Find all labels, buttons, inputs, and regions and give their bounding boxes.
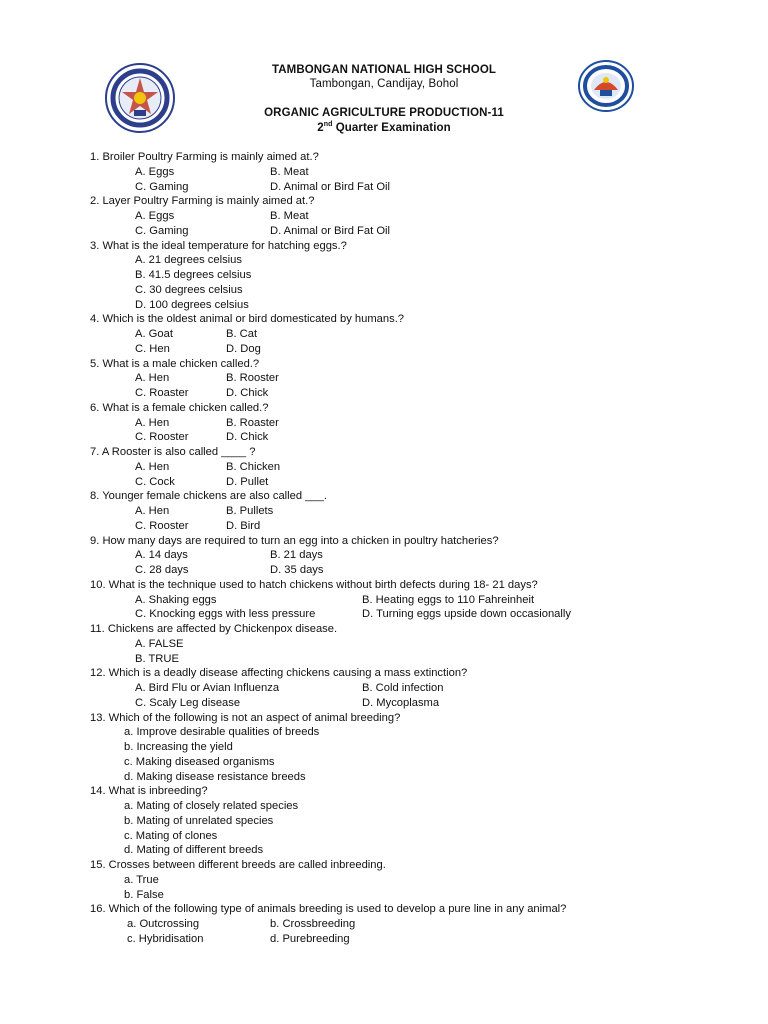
option-row <box>90 386 750 401</box>
answer-option: d. Making disease resistance breeds <box>124 770 306 783</box>
option-row <box>90 873 750 888</box>
option-row <box>90 475 750 490</box>
question-label: 5. What is a male chicken called.? <box>90 357 260 370</box>
answer-option: A. Eggs <box>135 165 175 178</box>
question-label: 7. A Rooster is also called ____ ? <box>90 446 256 458</box>
answer-option: C. Hen <box>135 342 170 355</box>
question-label: 15. Crosses between different breeds are called inbreeding. <box>90 859 386 871</box>
option-row <box>90 209 750 224</box>
exam-number: 2 <box>317 122 324 134</box>
answer-option: a. Improve desirable qualities of breeds <box>124 726 320 739</box>
option-row <box>90 888 750 903</box>
answer-option: B. 21 days <box>270 549 323 562</box>
question-text <box>90 312 750 327</box>
option-row <box>90 327 750 342</box>
answer-option: C. Rooster <box>135 431 189 444</box>
answer-option: B. Meat <box>270 165 309 178</box>
answer-option: B. 41.5 degrees celsius <box>135 269 252 281</box>
option-row <box>90 253 750 268</box>
question-text <box>90 711 750 726</box>
answer-option: b. False <box>124 888 164 901</box>
question-label: 14. What is inbreeding? <box>90 785 208 798</box>
answer-option: C. Knocking eggs with less pressure <box>135 608 316 621</box>
question-text <box>90 534 750 549</box>
answer-option: A. Hen <box>135 505 170 517</box>
question-label: 6. What is a female chicken called.? <box>90 401 269 414</box>
question-label: 16. Which of the following type of animals breeding is used to develop a pure line in any animal? <box>90 903 567 916</box>
option-row <box>90 725 750 740</box>
answer-option: B. TRUE <box>135 652 179 665</box>
answer-option: D. Animal or Bird Fat Oil <box>270 180 390 193</box>
option-row <box>90 180 750 195</box>
answer-option: C. 28 days <box>135 564 189 576</box>
question-text <box>90 902 750 917</box>
question-text <box>90 784 750 799</box>
answer-option: c. Mating of clones <box>124 829 218 842</box>
school-name: TAMBONGAN NATIONAL HIGH SCHOOL <box>271 64 497 76</box>
answer-option: B. Cold infection <box>362 682 444 694</box>
option-row <box>90 799 750 814</box>
question-label: 13. Which of the following is not an aspect of animal breeding? <box>90 711 401 724</box>
answer-option: C. Roaster <box>135 387 189 399</box>
question-label: 10. What is the technique used to hatch chickens without birth defects during 18- 21 days? <box>90 578 538 591</box>
answer-option: C. Scaly Leg disease <box>135 696 241 709</box>
question-text <box>90 401 750 416</box>
option-row <box>90 165 750 180</box>
option-row <box>90 548 750 563</box>
question-text <box>90 150 750 165</box>
option-row <box>90 607 750 622</box>
answer-option: C. 30 degrees celsius <box>135 283 243 296</box>
option-row <box>90 932 750 947</box>
option-row <box>90 504 750 519</box>
option-row <box>90 563 750 578</box>
answer-option: C. Gaming <box>135 224 189 237</box>
question-text <box>90 622 750 637</box>
question-text <box>90 194 750 209</box>
question-text <box>90 858 750 873</box>
question-label: 4. Which is the oldest animal or bird domesticated by humans.? <box>90 313 405 326</box>
answer-option: A. Hen <box>135 460 170 473</box>
answer-option: D. Chick <box>226 387 269 399</box>
answer-option: B. Roaster <box>226 416 279 429</box>
option-row <box>90 696 750 711</box>
exam-rest: Quarter Examination <box>332 122 451 134</box>
question-label: 2. Layer Poultry Farming is mainly aimed at.? <box>90 195 315 208</box>
option-row <box>90 755 750 770</box>
option-row <box>90 829 750 844</box>
question-text <box>90 489 750 504</box>
option-row <box>90 637 750 652</box>
question-label: 11. Chickens are affected by Chickenpox disease. <box>90 623 338 635</box>
option-row <box>90 681 750 696</box>
answer-option: C. Cock <box>135 475 175 488</box>
question-label: 1. Broiler Poultry Farming is mainly aimed at.? <box>90 151 319 163</box>
answer-option: A. Hen <box>135 416 170 429</box>
option-row <box>90 740 750 755</box>
question-list <box>90 150 750 947</box>
answer-option: b. Increasing the yield <box>124 741 233 753</box>
question-label: 9. How many days are required to turn an egg into a chicken in poultry hatcheries? <box>90 534 499 547</box>
answer-option: C. Rooster <box>135 519 189 532</box>
answer-option: D. Dog <box>226 342 261 355</box>
option-row <box>90 519 750 534</box>
exam-ordinal: nd <box>323 121 333 128</box>
answer-option: A. FALSE <box>135 637 184 650</box>
answer-option: a. True <box>124 873 159 886</box>
option-row <box>90 814 750 829</box>
question-text <box>90 445 750 460</box>
option-row <box>90 371 750 386</box>
answer-option: D. 100 degrees celsius <box>135 298 249 311</box>
school-address: Tambongan, Candijay, Bohol <box>309 78 459 90</box>
answer-option: B. Chicken <box>226 460 281 473</box>
answer-option: C. Gaming <box>135 180 189 193</box>
answer-option: D. Chick <box>226 431 269 444</box>
question-label: 3. What is the ideal temperature for hatching eggs.? <box>90 239 347 252</box>
answer-option: A. Goat <box>135 328 173 340</box>
answer-option: A. Bird Flu or Avian Influenza <box>135 682 280 694</box>
option-row <box>90 593 750 608</box>
option-row <box>90 268 750 283</box>
option-row <box>90 224 750 239</box>
answer-option: D. Bird <box>226 519 261 532</box>
question-text <box>90 578 750 593</box>
answer-option: D. Animal or Bird Fat Oil <box>270 224 390 237</box>
answer-option: d. Mating of different breeds <box>124 844 264 857</box>
answer-option: D. 35 days <box>270 564 324 576</box>
answer-option: A. Eggs <box>135 210 175 222</box>
answer-option: A. Hen <box>135 372 170 385</box>
answer-option: D. Mycoplasma <box>362 696 440 709</box>
option-row <box>90 283 750 298</box>
question-text <box>90 357 750 372</box>
answer-option: a. Mating of closely related species <box>124 800 299 812</box>
option-row <box>90 770 750 785</box>
option-row <box>90 652 750 667</box>
answer-option: A. 21 degrees celsius <box>135 254 242 267</box>
question-text <box>90 666 750 681</box>
answer-option: b. Mating of unrelated species <box>124 814 274 827</box>
option-row <box>90 460 750 475</box>
answer-option: B. Rooster <box>226 372 279 385</box>
answer-option: D. Turning eggs upside down occasionally <box>362 608 571 621</box>
question-label: 12. Which is a deadly disease affecting chickens causing a mass extinction? <box>90 667 468 680</box>
exam-title <box>0 121 768 134</box>
answer-option: d. Purebreeding <box>270 932 350 945</box>
answer-option: c. Hybridisation <box>127 932 204 945</box>
answer-option: c. Making diseased organisms <box>124 755 275 768</box>
option-row <box>90 843 750 858</box>
answer-option: B. Cat <box>226 328 258 340</box>
option-row <box>90 430 750 445</box>
answer-option: A. Shaking eggs <box>135 593 217 606</box>
answer-option: B. Meat <box>270 210 309 222</box>
option-row <box>90 298 750 313</box>
option-row <box>90 416 750 431</box>
option-row <box>90 917 750 932</box>
answer-option: D. Pullet <box>226 475 269 488</box>
answer-option: b. Crossbreeding <box>270 918 356 930</box>
option-row <box>90 342 750 357</box>
question-text <box>90 239 750 254</box>
answer-option: A. 14 days <box>135 549 188 562</box>
subject-title: ORGANIC AGRICULTURE PRODUCTION-11 <box>264 107 504 119</box>
question-label: 8. Younger female chickens are also called ___. <box>90 490 327 503</box>
answer-option: B. Heating eggs to 110 Fahreinheit <box>362 593 535 606</box>
answer-option: B. Pullets <box>226 505 274 517</box>
answer-option: a. Outcrossing <box>127 918 200 930</box>
